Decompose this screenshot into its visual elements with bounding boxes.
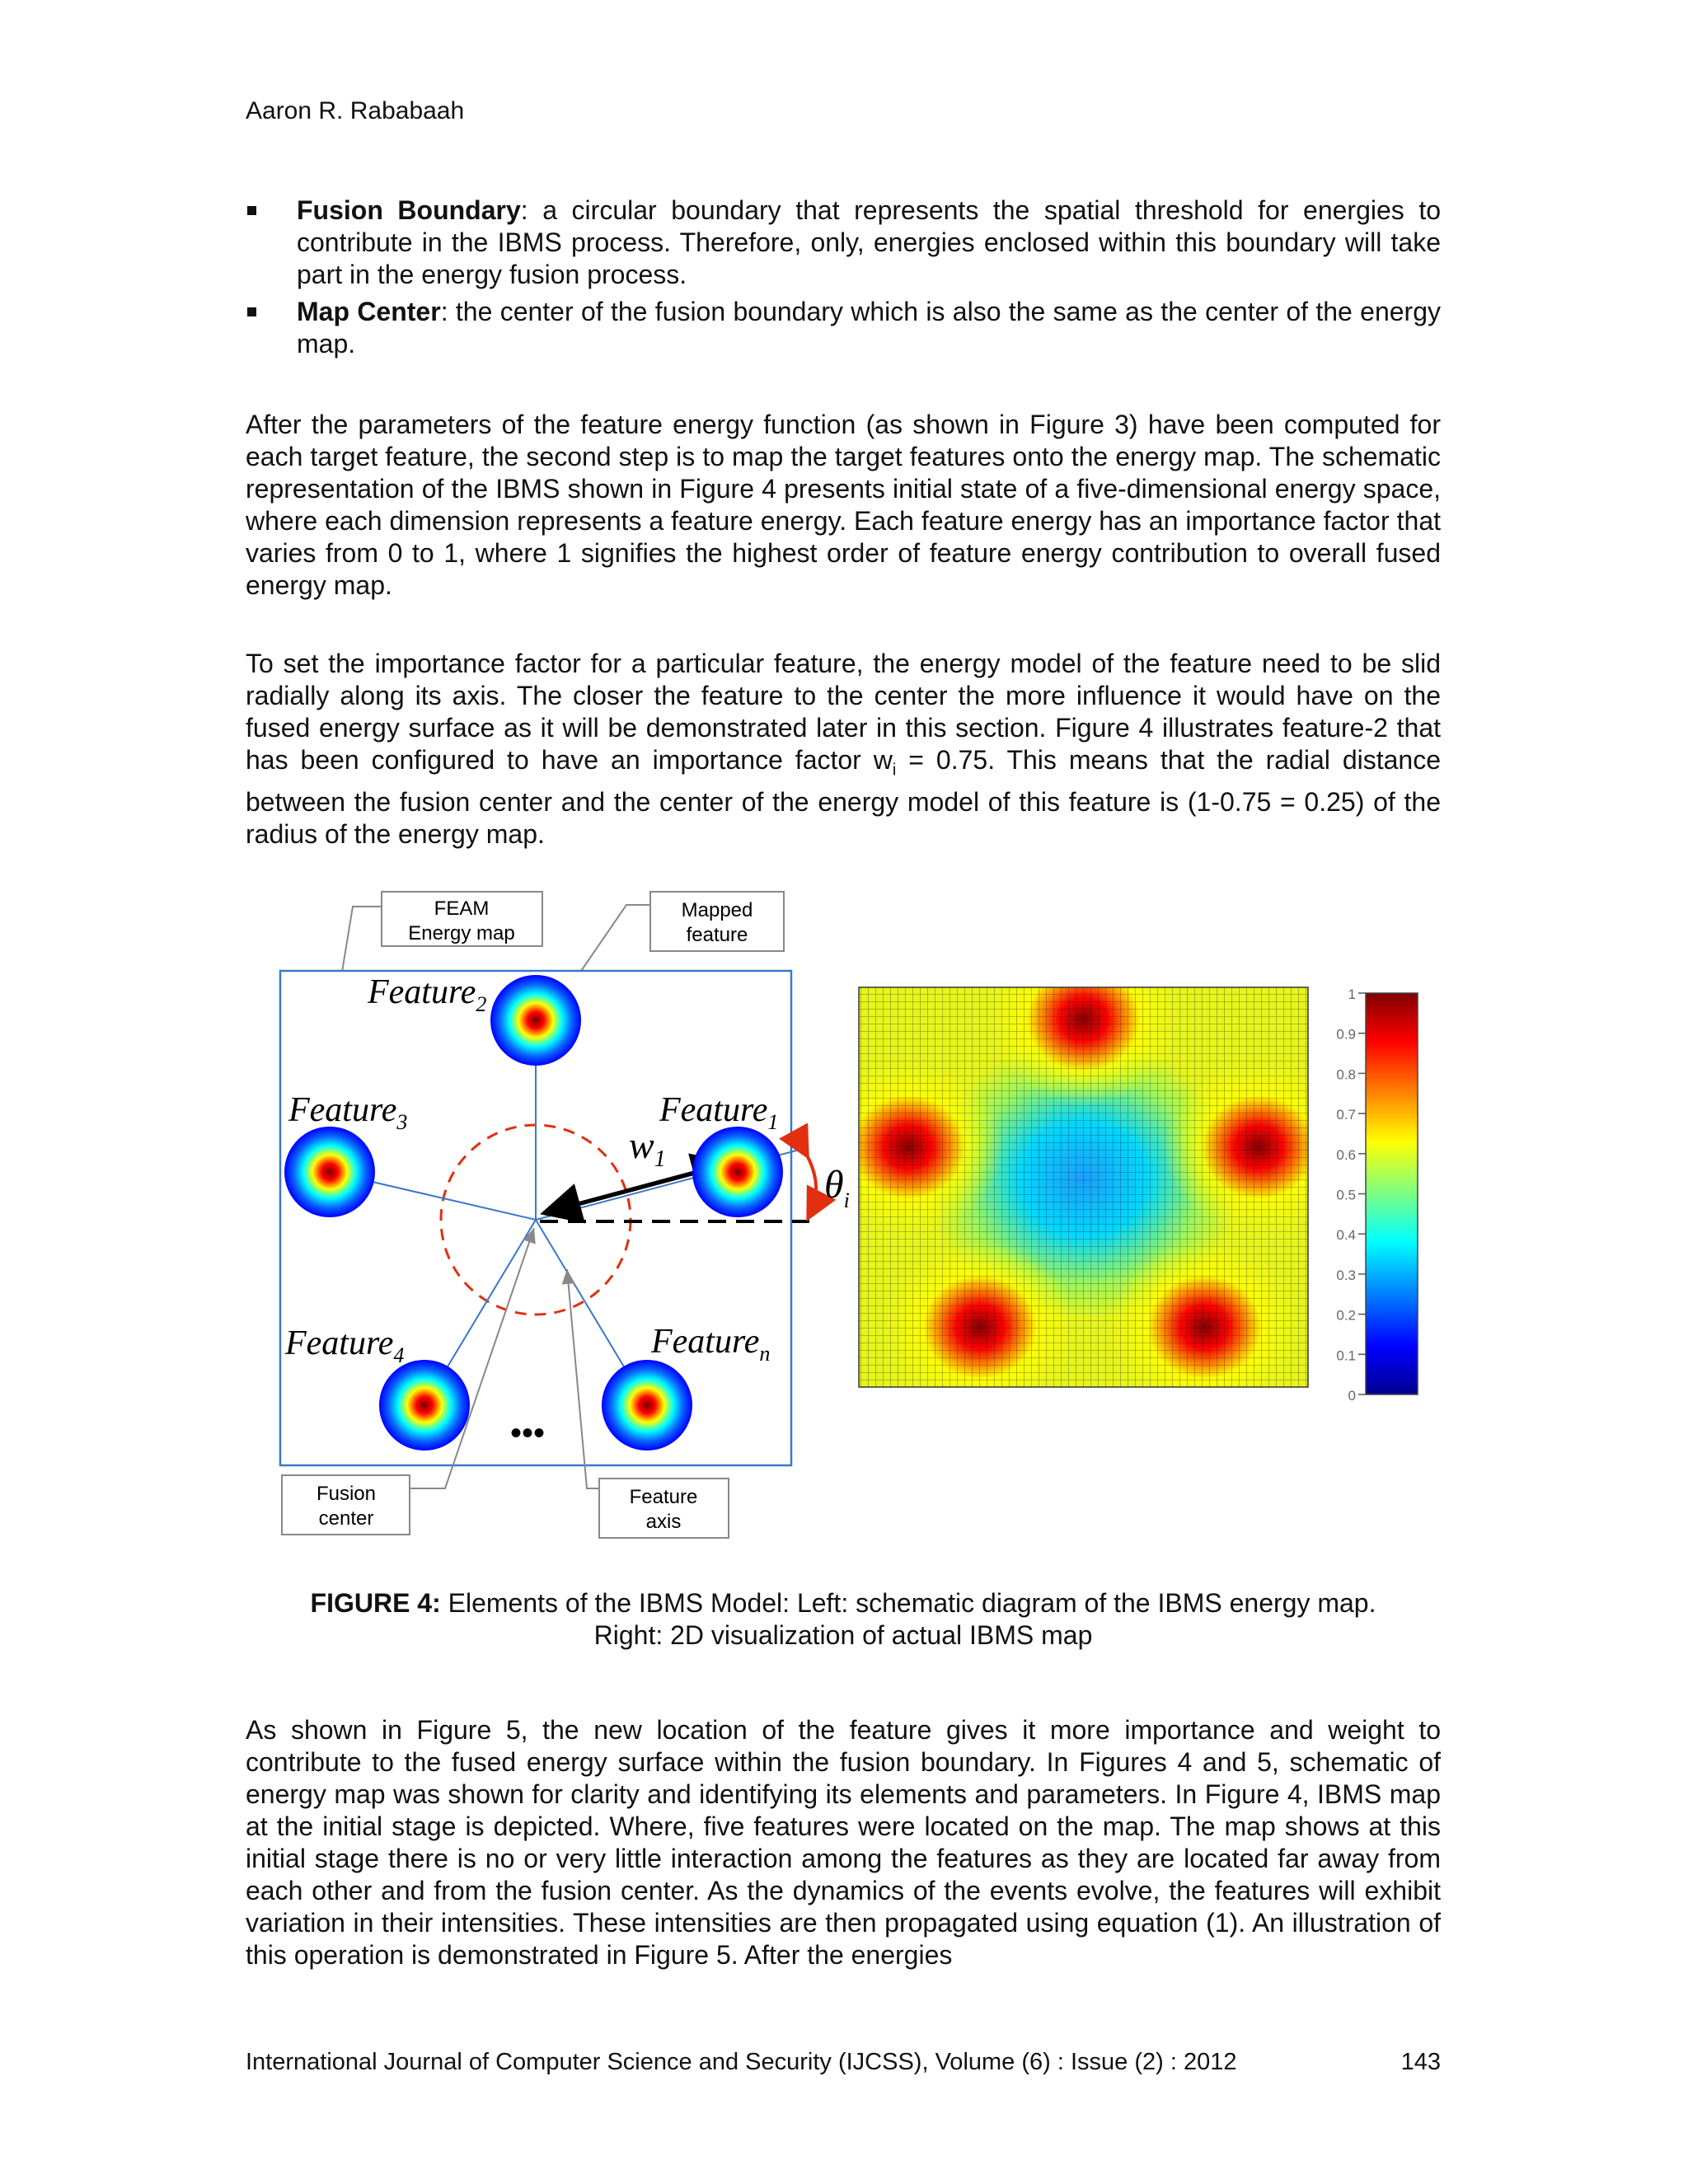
caption-line-2: Right: 2D visualization of actual IBMS map: [593, 1620, 1093, 1650]
paragraph-3: As shown in Figure 5, the new location of the feature gives it more importance and weight to contribute to the fused energy surface within the fusion boundary. In Figures 4 and 5, schematic of energy map was shown for clarity and identifying its elements and parameters. In Figure 4, IBMS map at the initial stage is depicted. Where, five features were located on the map. The map shows at this initial stage there is no or very little interaction among the features as they are located far away from each other and from the fusion center. As the dynamics of the events evolve, the features will exhibit variation in their intensities. These intensities are then propagated using equation (1). An illustration of this operation is demonstrated in Figure 5. After the energies: [246, 1715, 1441, 1970]
feature-2-label: Feature$_2$: [368, 973, 487, 1016]
colorbar-ticks: [1336, 987, 1366, 1404]
feature-1-label: Feature$_1$: [659, 1091, 779, 1134]
weight-label: $w_1$: [629, 1124, 666, 1172]
colorbar-tick-label: 0.3: [1336, 1267, 1356, 1283]
colorbar-tick-label: 0: [1348, 1388, 1356, 1404]
colorbar-tick-label: 0.6: [1336, 1146, 1356, 1163]
bullet-text: : the center of the fusion boundary which is also the same as the center of the energy map.: [297, 297, 1442, 359]
feature-3-label: Feature$_3$: [288, 1091, 408, 1134]
colorbar-tick-label: 0.5: [1336, 1187, 1356, 1203]
paragraph-2: To set the importance factor for a particular feature, the energy model of the feature need to be slid radially along its axis. The closer the feature to the center the more influence it would have on the fused energy surface as it will be demonstrated later in this section. Figure 4 illustrates feature-2 that has been configured to have an importance factor $w_i = 0.75$. This means that the radial distance between the fusion center and the center of the energy model of this feature is (1-0.75 = 0.25) of the radius of the energy map.: [246, 649, 1441, 850]
running-footer: [246, 2049, 1441, 2076]
svg-text:center: center: [318, 1507, 374, 1530]
feature-1-energy: [692, 1127, 783, 1217]
ellipsis-dots: •••: [509, 1415, 546, 1451]
angle-arc: [806, 1154, 816, 1216]
colorbar-tick-label: 0.9: [1336, 1026, 1356, 1043]
colorbar-tick-label: 0.8: [1336, 1066, 1356, 1083]
svg-text:feature: feature: [686, 924, 748, 946]
angle-label: $\theta_i$: [824, 1163, 850, 1212]
svg-text:axis: axis: [645, 1511, 682, 1533]
svg-text:Mapped: Mapped: [681, 899, 753, 921]
caption-text: Elements of the IBMS Model: Left: schematic diagram of the IBMS energy map.: [440, 1588, 1376, 1618]
running-header-author: Aaron R. Rababaah: [246, 97, 465, 124]
ibms-heatmap: [859, 987, 1308, 1387]
colorbar-tick-label: 0.7: [1336, 1107, 1356, 1123]
bullet-term: Fusion Boundary: [297, 195, 521, 225]
svg-text:Energy map: Energy map: [408, 922, 515, 944]
colorbar: [1366, 993, 1418, 1394]
feature-4-energy: [379, 1360, 470, 1451]
journal-info: International Journal of Computer Science and Security (IJCSS), Volume (6) : Issue (2) : 2012: [246, 2049, 1237, 2075]
feature-3-energy: [284, 1127, 375, 1217]
colorbar-tick-label: 0.2: [1336, 1307, 1356, 1324]
figure-caption: [246, 1587, 1441, 1652]
bullet-term: Map Center: [297, 297, 441, 326]
colorbar-tick-label: 0.4: [1336, 1227, 1356, 1244]
colorbar-tick-label: 1: [1348, 987, 1356, 1002]
feature-n-energy: [602, 1360, 692, 1451]
feature-4-label: Feature$_4$: [285, 1324, 405, 1367]
feature-2-energy: [490, 975, 581, 1066]
paragraph-1: After the parameters of the feature energy function (as shown in Figure 3) have been computed for each target feature, the second step is to map the target features onto the energy map. The schematic representation of the IBMS shown in Figure 4 presents initial state of a five-dimensional energy space, where each dimension represents a feature energy. Each feature energy has an importance factor that varies from 0 to 1, where 1 signifies the highest order of feature energy contribution to overall fused energy map.: [246, 410, 1441, 600]
bullet-text: : a circular boundary that represents the spatial threshold for energies to contribute in the IBMS process. Therefore, only, energies enclosed within this boundary will take part in the energy fusion process.: [297, 195, 1441, 289]
feature-n-label: Feature$_n$: [651, 1323, 771, 1366]
colorbar-tick-label: 0.1: [1336, 1347, 1356, 1364]
svg-text:FEAM: FEAM: [434, 898, 490, 920]
svg-text:Fusion: Fusion: [316, 1483, 377, 1505]
svg-text:Feature: Feature: [629, 1486, 698, 1508]
caption-label: FIGURE 4:: [310, 1588, 441, 1618]
page-number: 143: [1400, 2049, 1441, 2075]
